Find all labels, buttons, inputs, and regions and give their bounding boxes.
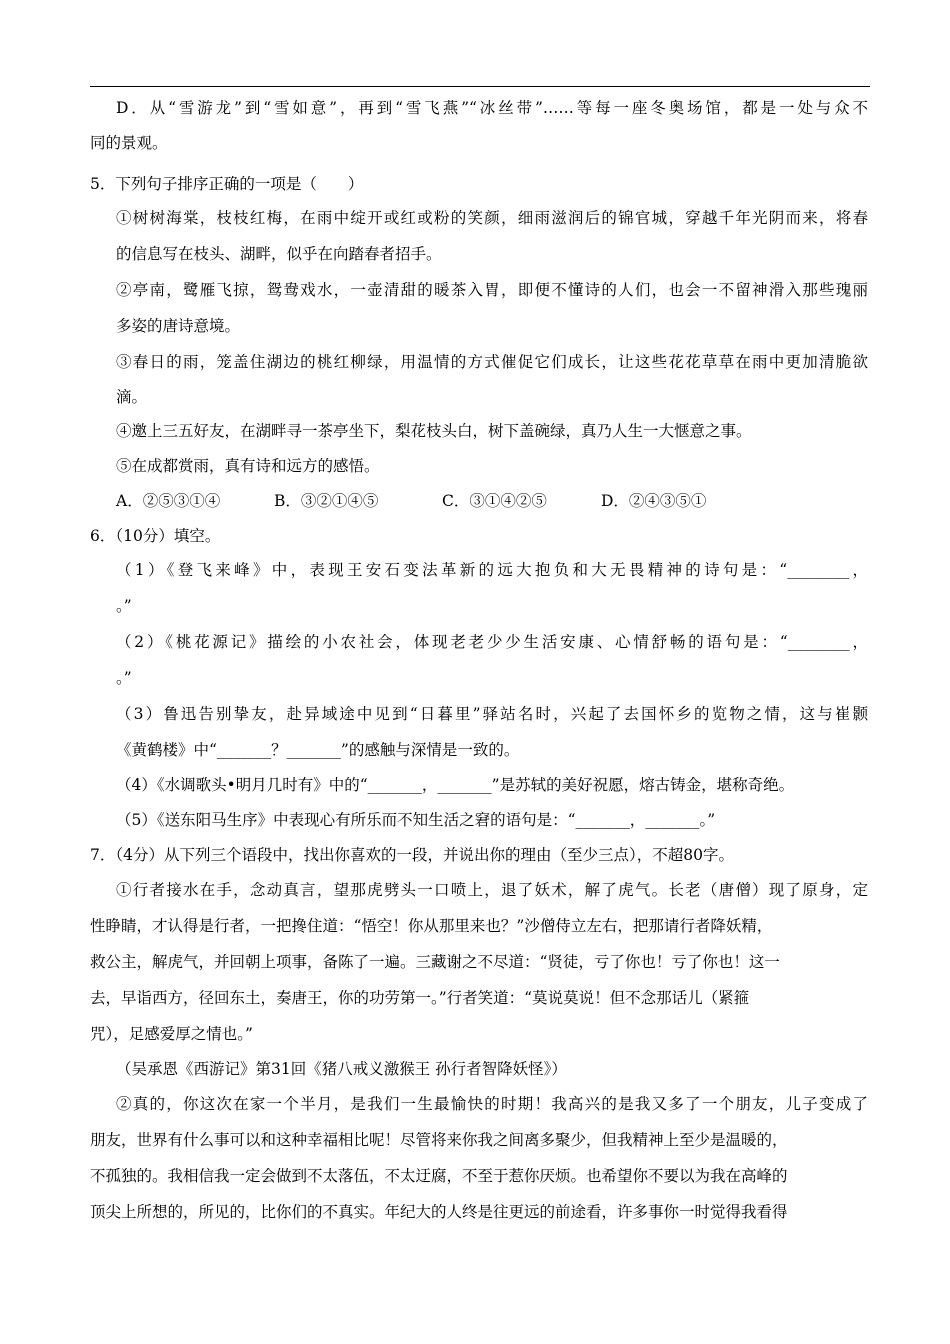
q6-item-2-line1: （2）《桃花源记》描绘的小农社会，体现老老少少生活安康、心情舒畅的语句是：“________， [116,633,868,651]
q5-sentence-4: ④邀上三五好友，在湖畔寻一茶亭坐下，梨花枝头白，树下盖碗绿，真乃人生一大惬意之事。 [116,422,752,440]
q6-item-3-line2: 《黄鹤楼》中“_______？_______”的感触与深情是一致的。 [116,741,520,759]
q5-option-a: A．②⑤③①④ [116,492,221,510]
q7-passage-2-line4: 顶尖上所想的，所见的，比你们的不真实。年纪大的人终是往更远的前途看，许多事你一时觉得我看得 [90,1203,788,1221]
q7-passage-1-line4: 去，早诣西方，径回东土，奏唐王，你的功劳第一。”行者笑道：“莫说莫说！但不念那话儿（紧箍 [90,989,750,1007]
q7-passage-1-source: （吴承恩《西游记》第31回《猪八戒义激猴王 孙行者智降妖怪》） [116,1060,567,1078]
q7-passage-1-line5: 咒），足感爱厚之情也。” [90,1025,253,1043]
q5-option-b: B．③②①④⑤ [274,492,379,510]
q6-item-3-line1: （3）鲁迅告别挚友，赴异域途中见到“日暮里”驿站名时，兴起了去国怀乡的览物之情，这与崔颢 [116,705,868,723]
q5-sentence-3-line2: 滴。 [116,388,148,406]
q5-sentence-1-line1: ①树树海棠，枝枝红梅，在雨中绽开或红或粉的笑颜，细雨滋润后的锦官城，穿越千年光阴而来，将春 [116,209,868,227]
q5-sentence-5: ⑤在成都赏雨，真有诗和远方的感悟。 [116,457,380,475]
q7-passage-2-line2: 朋友，世界有什么事可以和这种幸福相比呢！尽管将来你我之间离多聚少，但我精神上至少是温暖的， [90,1131,788,1149]
question-6-stem: 6．（10分）填空。 [90,527,221,545]
q6-item-4: （4）《水调歌头•明月几时有》中的“_______，_______”是苏轼的美好祝愿，熔古铸金，堪称奇绝。 [116,776,795,794]
q5-sentence-1-line2: 的信息写在枝头、湖畔，似乎在向踏春者招手。 [116,245,442,263]
header-rule [90,86,870,87]
q6-item-5: （5）《送东阳马生序》中表现心有所乐而不知生活之窘的语句是：“_______，_______。” [116,811,716,829]
q5-sentence-2-line1: ②亭南，鹭雁飞掠，鸳鸯戏水，一壶清甜的暖茶入胃，即便不懂诗的人们，也会一不留神滑入那些瑰丽 [116,281,868,299]
q5-sentence-3-line1: ③春日的雨，笼盖住湖边的桃红柳绿，用温情的方式催促它们成长，让这些花花草草在雨中更加清脆欲 [116,353,868,371]
question-5-stem: 5．下列句子排序正确的一项是（ ） [90,175,364,193]
q6-item-1-line1: （1）《登飞来峰》中，表现王安石变法革新的远大抱负和大无畏精神的诗句是：“________， [116,561,868,579]
question-7-stem: 7．（4分）从下列三个语段中，找出你喜欢的一段，并说出你的理由（至少三点），不超80字。 [90,846,734,864]
q7-passage-2-line3: 不孤独的。我相信我一定会做到不太落伍，不太迂腐，不至于惹你厌烦。也希望你不要以为我在高峰的 [90,1167,788,1185]
q5-option-c: C．③①④②⑤ [442,492,547,510]
q4-option-d-line2: 同的景观。 [90,134,168,152]
q7-passage-1-line1: ①行者接水在手，念动真言，望那虎劈头一口喷上，退了妖术，解了虎气。长老（唐僧）现了原身，定 [116,881,868,899]
q5-option-d: D．②④③⑤① [601,492,707,510]
q7-passage-1-line3: 救公主，解虎气，并回朝上项事，备陈了一遍。三藏谢之不尽道：“贤徒，亏了你也！亏了你也！这一 [90,953,780,971]
q6-item-1-line2: 。” [116,597,132,615]
q7-passage-1-line2: 性睁睛，才认得是行者，一把搀住道：“悟空！你从那里来也？”沙僧侍立左右，把那请行者降妖精， [90,917,773,935]
q5-sentence-2-line2: 多姿的唐诗意境。 [116,317,241,335]
q4-option-d-line1: D．从“雪游龙”到“雪如意”，再到“雪飞燕”“冰丝带”……等每一座冬奥场馆，都是一处与众不 [116,99,868,117]
q5-options [116,491,816,511]
q6-item-2-line2: 。” [116,669,132,687]
q7-passage-2-line1: ②真的，你这次在家一个半月，是我们一生最愉快的时期！我高兴的是我又多了一个朋友，儿子变成了 [116,1095,868,1113]
